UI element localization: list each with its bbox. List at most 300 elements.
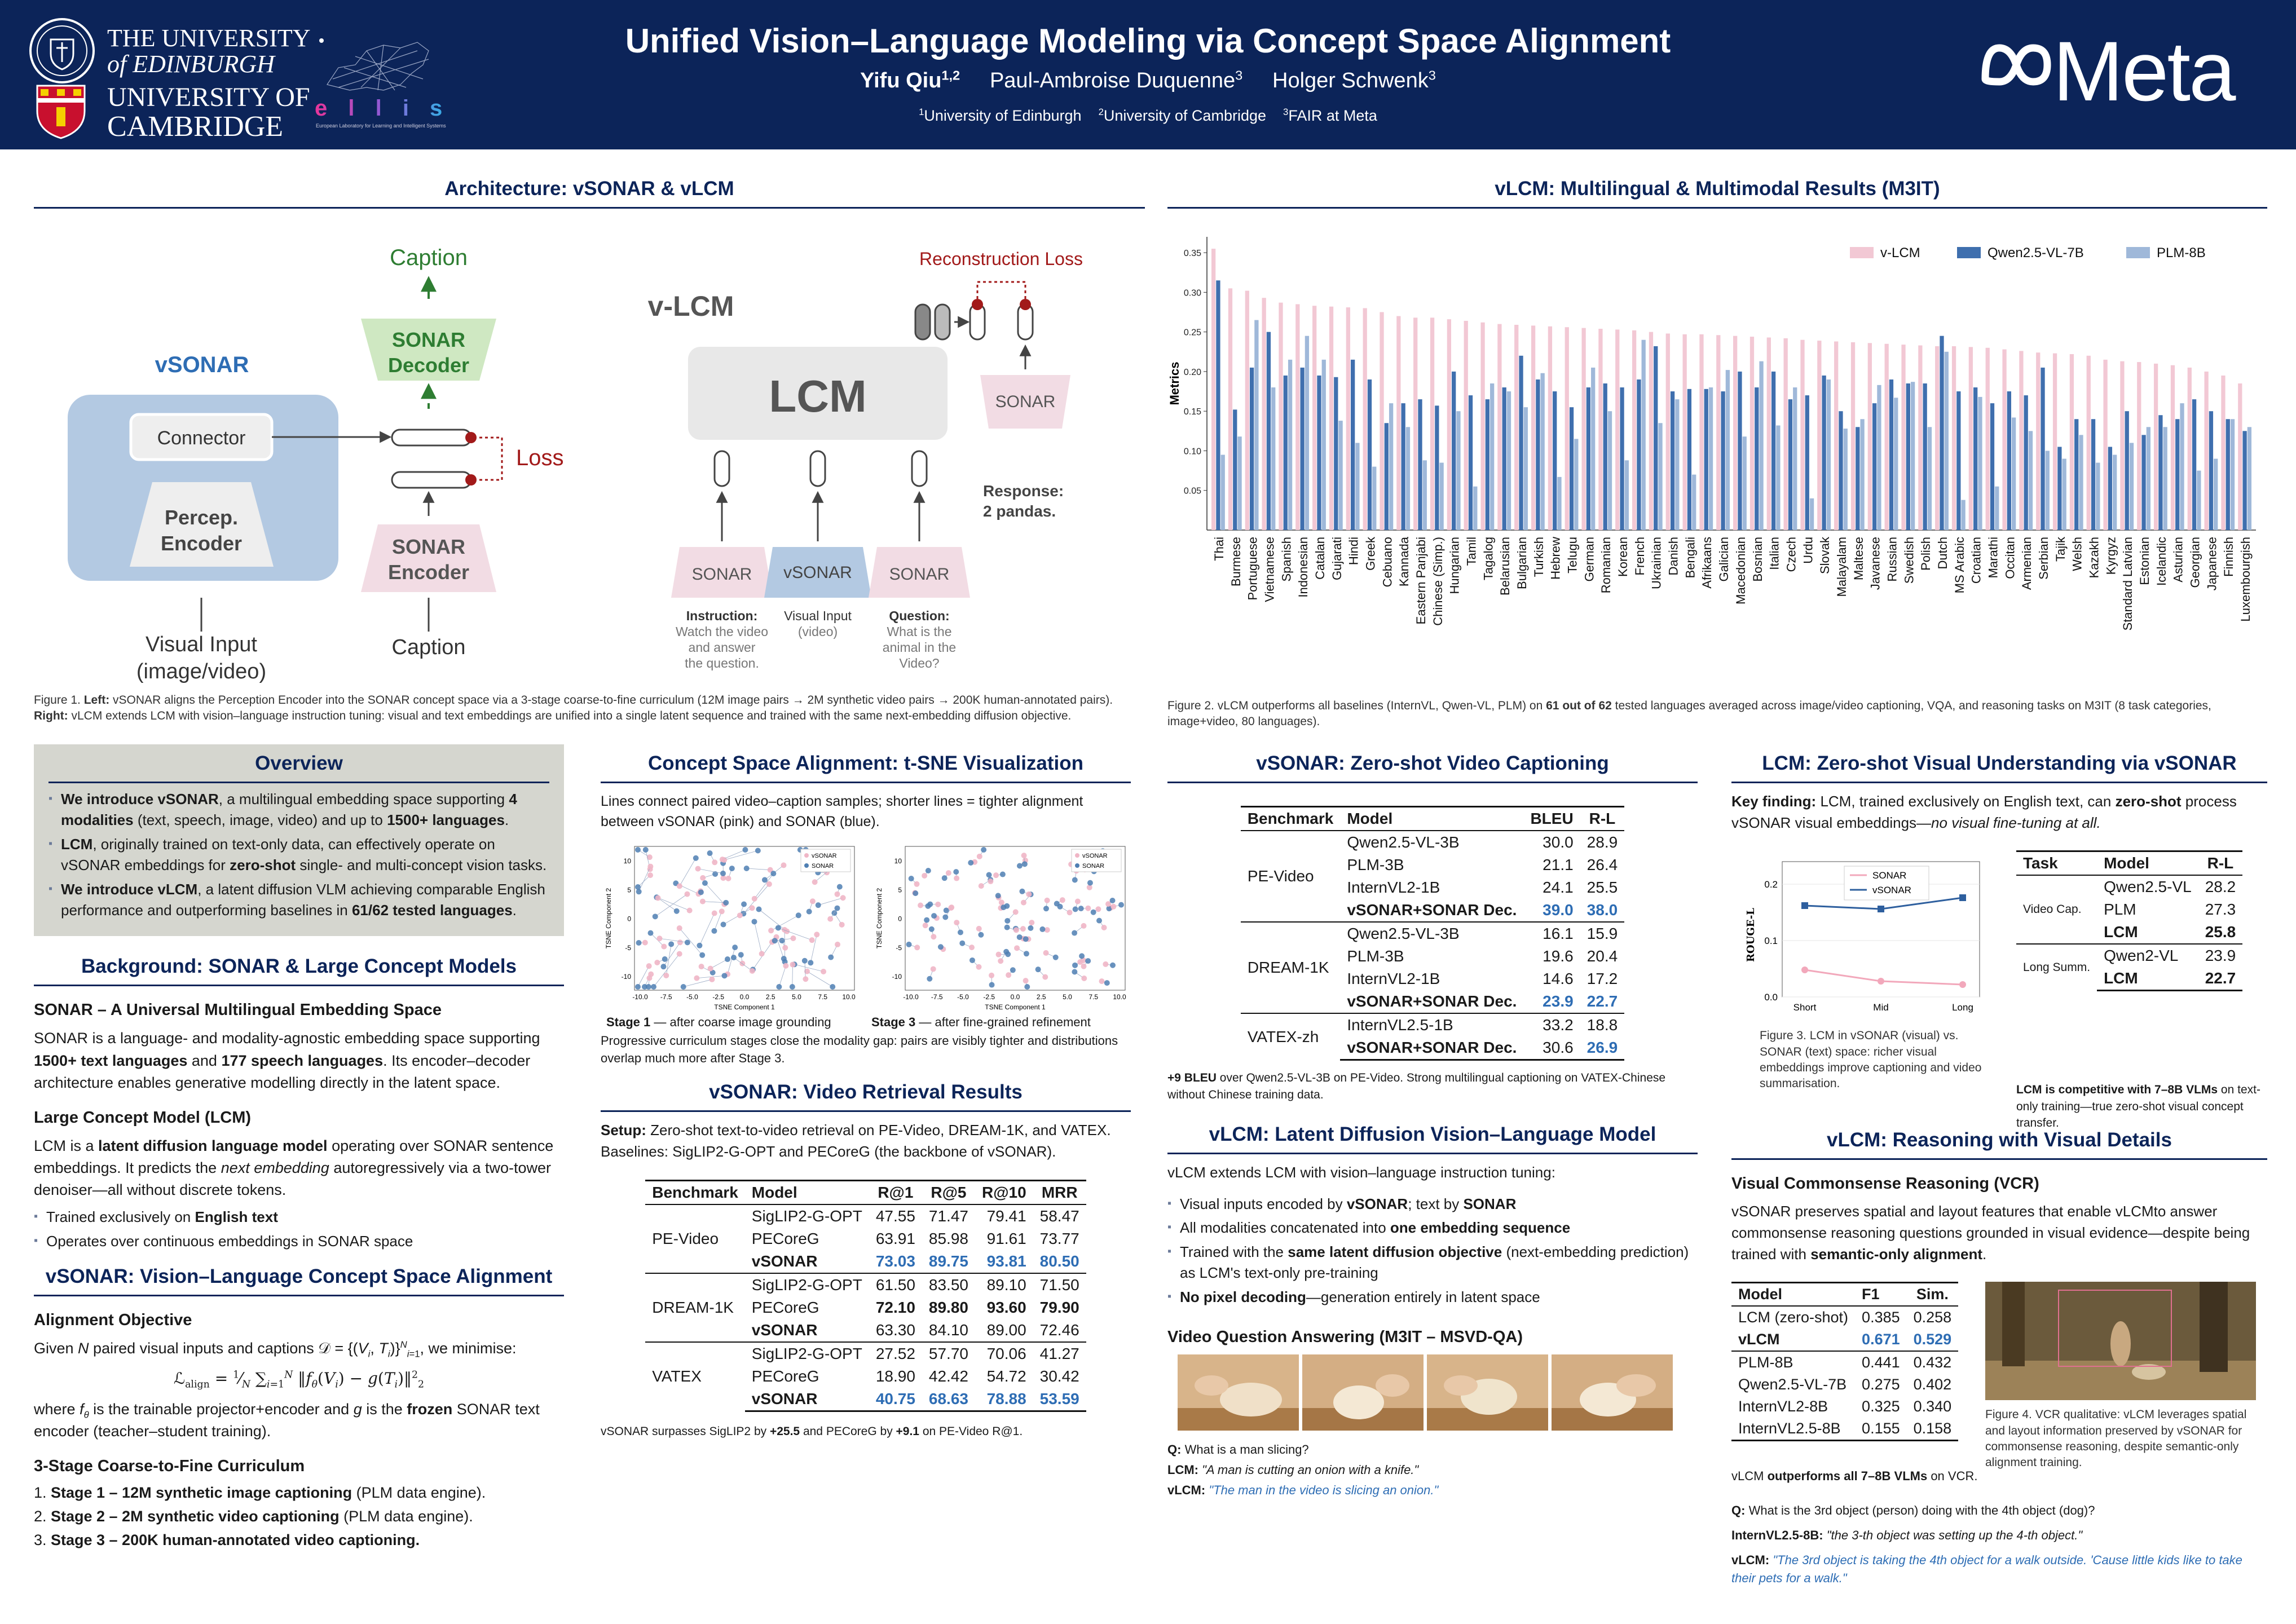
model-cell: InternVL2.5-1B: [1340, 1013, 1523, 1036]
bar-v-lcm: [1295, 304, 1299, 530]
bar-qwen2-5-vl-7b: [1536, 379, 1540, 530]
percep-line1: Percep.: [164, 506, 239, 529]
sonar-point: [929, 926, 935, 932]
legend-label: v-LCM: [1880, 245, 1920, 261]
bar-v-lcm: [1514, 325, 1518, 530]
vlcm-diagram-label: v-LCM: [647, 290, 734, 322]
sonar-point: [698, 889, 704, 895]
vsonar-point: [750, 968, 755, 973]
bar-qwen2-5-vl-7b: [1351, 360, 1355, 530]
value-cell: 0.258: [1913, 1309, 1952, 1326]
bar-plm-8b: [1524, 407, 1528, 530]
vsonar-point: [918, 902, 923, 908]
x-tick-label: Icelandic: [2154, 537, 2169, 586]
vsonar-point: [839, 921, 845, 927]
value-cell: 0.671: [1862, 1331, 1900, 1348]
x-tick-label: Luxembourgish: [2238, 536, 2253, 622]
vcr-intern-answer: [1731, 1526, 2267, 1544]
question-sonar-label: SONAR: [889, 565, 950, 584]
bar-v-lcm: [2137, 362, 2141, 530]
sonar-point: [636, 940, 642, 946]
bar-plm-8b: [1406, 427, 1410, 530]
x-tick-label: Hungarian: [1447, 537, 1462, 594]
vsonar-point: [999, 899, 1004, 905]
table-header: Task: [2016, 851, 2097, 876]
tsne-title: Concept Space Alignment: t-SNE Visualization: [601, 744, 1131, 783]
vsonar-point: [768, 928, 774, 933]
vsonar-point: [687, 907, 693, 913]
vsonar-point: [1021, 853, 1027, 858]
sonar-point: [681, 984, 686, 990]
benchmark-cell: DREAM-1K: [645, 1273, 745, 1342]
sonar-point: [924, 917, 929, 923]
sonar-point: [995, 893, 1001, 898]
y-tick-label: 0.10: [1183, 447, 1201, 457]
vsonar-point: [835, 941, 840, 947]
response-label: Response: 2 pandas.: [983, 482, 1064, 520]
table-row: [1731, 1351, 1958, 1374]
rouge-x-tick: Short: [1793, 1002, 1817, 1013]
bar-plm-8b: [1675, 399, 1679, 530]
y-axis-label: Metrics: [1167, 361, 1182, 405]
tsne-y-tick: -10: [621, 972, 631, 981]
bar-v-lcm: [1632, 330, 1636, 530]
bar-v-lcm: [1817, 341, 1821, 530]
poster-affiliations: [0, 107, 2296, 125]
bar-qwen2-5-vl-7b: [1603, 383, 1607, 530]
bar-plm-8b: [1288, 360, 1292, 530]
tsne-x-tick: -7.5: [660, 992, 672, 1001]
vsonar-point: [931, 934, 936, 939]
x-tick-label: Slovak: [1818, 537, 1832, 575]
vsonar-point: [782, 926, 787, 932]
table-row: [1731, 1396, 1958, 1418]
bar-v-lcm: [1800, 340, 1804, 530]
vsonar-point: [1067, 910, 1073, 915]
value-cell: 0.441: [1855, 1351, 1907, 1374]
bar-plm-8b: [1322, 360, 1326, 530]
reconstruction-loss-label: Reconstruction Loss: [919, 249, 1083, 269]
model-cell: vSONAR+SONAR Dec.: [1347, 992, 1517, 1010]
table-row: [1731, 1418, 1958, 1441]
x-tick-label: Asturian: [2171, 537, 2185, 582]
results-section: [1167, 178, 2267, 730]
table-header: Benchmark: [645, 1180, 745, 1204]
bar-plm-8b: [2029, 431, 2033, 530]
retrieval-title: vSONAR: Video Retrieval Results: [601, 1081, 1131, 1112]
benchmark-cell: VATEX-zh: [1241, 1013, 1341, 1060]
bar-plm-8b: [1591, 368, 1595, 530]
x-tick-label: Thai: [1211, 537, 1226, 561]
tsne-captions: [601, 1015, 1131, 1030]
vsonar-point: [712, 859, 717, 865]
bar-qwen2-5-vl-7b: [1216, 280, 1220, 530]
x-tick-label: Tajik: [2053, 537, 2068, 562]
table-row: [1241, 922, 1624, 945]
bar-qwen2-5-vl-7b: [1704, 389, 1708, 530]
bar-v-lcm: [1851, 342, 1855, 530]
x-tick-label: Romanian: [1599, 537, 1614, 594]
value-cell: 89.75: [928, 1252, 968, 1270]
value-cell: 93.60: [986, 1298, 1026, 1316]
bar-qwen2-5-vl-7b: [1839, 411, 1843, 530]
ellis-logo-text: e l l i s: [315, 96, 450, 121]
sonar-point: [808, 960, 813, 965]
model-cell: Qwen2-VL: [2097, 944, 2198, 967]
bar-qwen2-5-vl-7b: [2141, 435, 2145, 530]
vsonar-point: [1013, 927, 1019, 933]
value-cell: 17.2: [1587, 970, 1618, 987]
bar-v-lcm: [1262, 298, 1266, 530]
vsonar-point: [989, 972, 994, 978]
model-cell: Qwen2.5-VL-3B: [1340, 922, 1523, 945]
sonar-point: [802, 957, 808, 963]
value-cell: 14.6: [1543, 970, 1574, 987]
table-header: MRR: [1033, 1180, 1086, 1204]
vsonar-point: [948, 905, 954, 911]
sonar-point: [981, 847, 986, 853]
tsne-y-label: TSNE Component 2: [605, 888, 612, 948]
vsonar-point: [1081, 923, 1086, 928]
x-tick-label: Croatian: [1969, 537, 1984, 584]
bar-plm-8b: [2180, 403, 2184, 530]
x-tick-label: Serbian: [2037, 537, 2051, 580]
x-tick-label: Vietnamese: [1262, 537, 1277, 602]
sonar-point: [702, 880, 708, 885]
table-header-row: [1241, 807, 1624, 831]
value-cell: 30.0: [1543, 833, 1574, 851]
sonar-point: [1010, 967, 1016, 973]
vsonar-point: [835, 891, 840, 897]
value-cell: 47.55: [875, 1207, 915, 1225]
bar-v-lcm: [2002, 350, 2006, 530]
bar-plm-8b: [1254, 320, 1258, 530]
value-cell: 63.30: [875, 1321, 915, 1339]
vqa-lcm-text: "A man is cutting an onion with a knife.": [1202, 1462, 1419, 1477]
value-cell: 16.1: [1523, 922, 1580, 945]
x-tick-label: Urdu: [1801, 537, 1815, 564]
sonar-point: [699, 952, 705, 957]
sonar-point: [772, 938, 778, 943]
vsonar-point: [646, 975, 652, 981]
model-cell: PECoreG: [751, 1367, 819, 1385]
table-row: [645, 1342, 1086, 1365]
affil-3: FAIR at Meta: [1288, 107, 1377, 124]
vsonar-point: [684, 891, 690, 897]
sonar-point: [1004, 924, 1010, 930]
vsonar-point: [923, 923, 928, 928]
bar-v-lcm: [1430, 317, 1434, 530]
vqa-q-label: Q:: [1167, 1442, 1182, 1457]
model-cell: vSONAR: [751, 1321, 818, 1339]
affil-3-sup: 3: [1283, 107, 1289, 117]
rouge-y-label: ROUGE-L: [1745, 908, 1757, 963]
sonar-point: [1024, 951, 1029, 956]
value-cell: 22.7: [2198, 967, 2243, 991]
sonar-point: [942, 914, 948, 920]
sonar-point: [837, 884, 843, 889]
vcr-note: vLCM outperforms all 7–8B VLMs on VCR.: [1731, 1469, 1978, 1484]
tsne-legend-sonar-marker: [804, 863, 809, 868]
video-frame-3: [1427, 1354, 1548, 1431]
lcm-block-label: LCM: [769, 371, 867, 421]
vsonar-point: [1023, 978, 1029, 983]
bar-qwen2-5-vl-7b: [2242, 431, 2246, 530]
sonar-point: [781, 956, 787, 961]
value-cell: 27.3: [2205, 901, 2236, 919]
affil-1: University of Edinburgh: [924, 107, 1082, 124]
table-header: Sim.: [1907, 1283, 1959, 1307]
bar-v-lcm: [1901, 345, 1905, 530]
vsonar-point: [661, 943, 667, 949]
bar-qwen2-5-vl-7b: [1872, 403, 1876, 530]
sonar-point: [1005, 951, 1011, 957]
sonar-point: [635, 847, 641, 853]
captioning-title: vSONAR: Zero-shot Video Captioning: [1167, 744, 1698, 783]
tsne-x-tick: 5.0: [792, 992, 801, 1001]
sonar-point: [755, 848, 761, 853]
bar-v-lcm: [1969, 347, 1973, 530]
sonar-point: [741, 901, 747, 907]
vsonar-point: [993, 872, 999, 878]
bar-v-lcm: [1211, 249, 1215, 530]
tsne-plot-stage-3: [871, 838, 1131, 1013]
x-tick-label: Welsh: [2070, 537, 2085, 571]
value-cell: 68.63: [922, 1388, 975, 1411]
vsonar-point: [699, 964, 704, 969]
bar-v-lcm: [1834, 342, 1838, 530]
y-tick-label: 0.20: [1183, 367, 1201, 377]
bar-qwen2-5-vl-7b: [1368, 379, 1372, 530]
table-header: R-L: [2198, 851, 2243, 876]
x-tick-label: Tamil: [1464, 537, 1479, 566]
sonar-point: [1024, 984, 1030, 990]
bar-plm-8b: [1557, 477, 1561, 530]
value-cell: 61.50: [869, 1273, 922, 1296]
vsonar-point: [752, 895, 757, 901]
x-tick-label: Catalan: [1312, 537, 1327, 580]
vsonar-point: [988, 879, 993, 884]
sonar-point: [1104, 980, 1110, 986]
legend-swatch: [1957, 247, 1981, 258]
table-header-row: [2016, 851, 2242, 876]
sonar-point: [828, 954, 834, 960]
tsne-x-tick: -2.5: [983, 992, 995, 1001]
sonar-point: [770, 871, 776, 876]
bar-qwen2-5-vl-7b: [2226, 419, 2230, 530]
poster-header: [0, 0, 2296, 149]
value-cell: 0.155: [1855, 1418, 1907, 1441]
vsonar-point: [694, 975, 699, 981]
embedding-vector-bottom: [392, 472, 471, 488]
sonar-point: [969, 957, 975, 963]
tsne-legend-sonar-marker: [1075, 863, 1079, 868]
bar-plm-8b: [2012, 417, 2016, 530]
column-4: [1731, 744, 2267, 1587]
task-cell: Video Cap.: [2023, 903, 2082, 916]
tsne-y-tick: 10: [623, 857, 631, 865]
bar-v-lcm: [1279, 303, 1283, 530]
value-cell: 93.81: [986, 1252, 1026, 1270]
benchmark-cell: PE-Video: [1247, 867, 1314, 885]
legend-label: PLM-8B: [2157, 245, 2206, 261]
bar-qwen2-5-vl-7b: [1805, 395, 1809, 530]
bar-plm-8b: [1961, 500, 1965, 530]
vcr-question: [1731, 1502, 2267, 1520]
model-cell: Qwen2.5-VL-7B: [1738, 1376, 1847, 1393]
bar-plm-8b: [1574, 439, 1578, 530]
model-cell: PLM-3B: [1347, 947, 1404, 965]
column-3: [1167, 744, 1698, 1499]
vsonar-point: [1021, 899, 1026, 905]
question-caption: Question: What is the animal in the Video?: [882, 608, 957, 670]
bar-v-lcm: [2154, 364, 2158, 530]
vlcm-item-2: ▪ All modalities concatenated into one embedding sequence: [1167, 1217, 1698, 1238]
architecture-title: Architecture: vSONAR & vLCM: [34, 178, 1145, 209]
value-cell: 22.7: [1587, 992, 1618, 1010]
bar-qwen2-5-vl-7b: [2074, 419, 2078, 530]
overview-item-3: ▪ We introduce vLCM, a latent diffusion VLM achieving comparable English performance and outperforming baselines in 61/62 tested languages.: [49, 879, 549, 921]
sonar-point: [1001, 904, 1006, 910]
value-cell: 27.52: [869, 1342, 922, 1365]
x-tick-label: Javanese: [1868, 537, 1883, 590]
sonar-paragraph: SONAR is a language- and modality-agnostic embedding space supporting 1500+ text languages and 177 speech languages. Its encoder–decoder architecture enables generative modelling directly in the latent space.: [34, 1030, 540, 1091]
figure-2-caption: Figure 2. vLCM outperforms all baselines (InternVL, Qwen-VL, PLM) on 61 out of 62 tested languages averaged across image/video captioning, VQA, and reasoning tasks on M3IT (8 task categories, image+video, 80 languages).: [1167, 699, 2211, 729]
bar-qwen2-5-vl-7b: [1469, 395, 1473, 530]
x-tick-label: Hindi: [1346, 537, 1361, 566]
curriculum-heading: 3-Stage Coarse-to-Fine Curriculum: [34, 1457, 305, 1476]
poster-title: Unified Vision–Language Modeling via Concept Space Alignment: [625, 22, 1671, 60]
bar-qwen2-5-vl-7b: [1788, 399, 1792, 530]
value-cell: 70.06: [975, 1342, 1033, 1365]
value-cell: 72.46: [1039, 1321, 1079, 1339]
vsonar-point: [782, 945, 788, 950]
bar-plm-8b: [2147, 427, 2150, 530]
x-tick-label: Telugu: [1565, 537, 1580, 573]
value-cell: 40.75: [869, 1388, 922, 1411]
sonar-point: [927, 976, 932, 981]
model-cell: InternVL2.5-8B: [1731, 1418, 1855, 1441]
sonar-point: [636, 889, 642, 894]
x-tick-label: Turkish: [1531, 537, 1546, 577]
value-cell: 79.90: [1039, 1298, 1079, 1316]
vcr-body: [1731, 1282, 2267, 1502]
sonar-point: [796, 912, 801, 918]
tsne-x-label: TSNE Component 1: [985, 1003, 1046, 1011]
vsonar-point: [759, 951, 765, 956]
vcr-question-text: What is the 3rd object (person) doing with the 4th object (dog)?: [1748, 1503, 2095, 1518]
vsonar-point: [654, 960, 660, 965]
vsonar-point: [812, 879, 818, 885]
vsonar-point: [1043, 950, 1049, 955]
bar-v-lcm: [1682, 334, 1686, 530]
sonar-point: [790, 984, 795, 990]
bar-plm-8b: [1642, 340, 1646, 530]
tsne-legend-sonar: SONAR: [812, 862, 834, 870]
sonar-point: [756, 906, 762, 912]
value-cell: 57.70: [922, 1342, 975, 1365]
architecture-diagram: [34, 209, 1145, 688]
value-cell: 58.47: [1039, 1207, 1079, 1225]
author-3-sup: 3: [1428, 68, 1436, 83]
bar-plm-8b: [1877, 385, 1881, 530]
sonar-point: [685, 939, 690, 945]
retrieval-table: [645, 1180, 1086, 1412]
x-tick-label: Kyrgyz: [2104, 537, 2118, 575]
rouge-x-tick: Long: [1952, 1002, 1973, 1013]
model-cell: PECoreG: [751, 1298, 819, 1316]
affil-2-sup: 2: [1098, 107, 1104, 117]
model-cell: InternVL2-1B: [1347, 970, 1440, 987]
rouge-line-plot: [1731, 839, 2002, 1025]
tsne-y-tick: 0: [627, 915, 631, 923]
retrieval-note: vSONAR surpasses SigLIP2 by +25.5 and PECoreG by +9.1 on PE-Video R@1.: [601, 1424, 1023, 1438]
bar-v-lcm: [1346, 307, 1350, 530]
x-tick-label: Burmese: [1228, 537, 1243, 587]
bar-plm-8b: [1810, 498, 1814, 530]
vqa-lcm-label: LCM:: [1167, 1462, 1198, 1477]
table-header: R@5: [922, 1180, 975, 1204]
x-tick-label: Chinese (Simp.): [1430, 537, 1445, 626]
vcr-intern-text: "the 3-th object was setting up the 4-th object.": [1826, 1528, 2083, 1543]
bar-v-lcm: [1885, 344, 1889, 530]
table-header: R@10: [975, 1180, 1033, 1204]
model-cell: SigLIP2-G-OPT: [751, 1207, 862, 1225]
vcr-vlcm-answer: [1731, 1551, 2267, 1587]
x-tick-label: Swedish: [1902, 537, 1916, 584]
vqa-vlcm-label: vLCM:: [1167, 1482, 1206, 1497]
bar-v-lcm: [1565, 327, 1569, 530]
sonar-point: [776, 984, 782, 990]
sonar-point: [731, 955, 737, 960]
sonar-point: [942, 875, 948, 881]
meta-logo-text: Meta: [2053, 24, 2235, 118]
bar-v-lcm: [1784, 338, 1788, 530]
sonar-point: [738, 952, 744, 957]
vqa-frames: [1167, 1354, 1698, 1431]
value-cell: 89.10: [975, 1273, 1033, 1296]
value-cell: 15.9: [1580, 922, 1625, 945]
value-cell: 63.91: [875, 1229, 915, 1247]
bar-qwen2-5-vl-7b: [2175, 419, 2179, 530]
value-cell: 83.50: [922, 1273, 975, 1296]
bar-plm-8b: [1456, 411, 1460, 530]
vqa-question-text: What is a man slicing?: [1184, 1442, 1309, 1457]
x-tick-label: Georgian: [2188, 537, 2202, 588]
caption-top-label: Caption: [390, 245, 468, 270]
lcm-zero-finding: Key finding: LCM, trained exclusively on English text, can zero-shot process vSONAR visual embeddings—no visual fine-tuning at all.: [1731, 793, 2237, 831]
tsne-y-tick: -5: [896, 943, 902, 952]
bar-v-lcm: [1531, 325, 1535, 530]
value-cell: 25.8: [2205, 923, 2236, 941]
model-cell: InternVL2-8B: [1738, 1398, 1828, 1415]
bar-qwen2-5-vl-7b: [1284, 376, 1288, 530]
value-cell: 71.47: [928, 1207, 968, 1225]
vsonar-point: [1045, 897, 1050, 903]
vsonar-point: [954, 875, 959, 881]
vcr-q-label: Q:: [1731, 1503, 1746, 1518]
value-cell: 71.50: [1033, 1273, 1086, 1296]
table-row: [1731, 1306, 1958, 1329]
value-cell: 18.8: [1580, 1013, 1625, 1036]
value-cell: 73.03: [875, 1252, 915, 1270]
sonar-decoder-label: SONAR Decoder: [387, 328, 470, 377]
bar-v-lcm: [1497, 324, 1501, 530]
alignment-paragraph-2: where $f_\theta$ is the trainable projector+encoder and g is the frozen SONAR text encoder (teacher–student training).: [34, 1400, 540, 1440]
vsonar-point: [708, 965, 713, 971]
bar-qwen2-5-vl-7b: [1587, 387, 1590, 530]
tsne-x-tick: -10.0: [903, 992, 919, 1001]
